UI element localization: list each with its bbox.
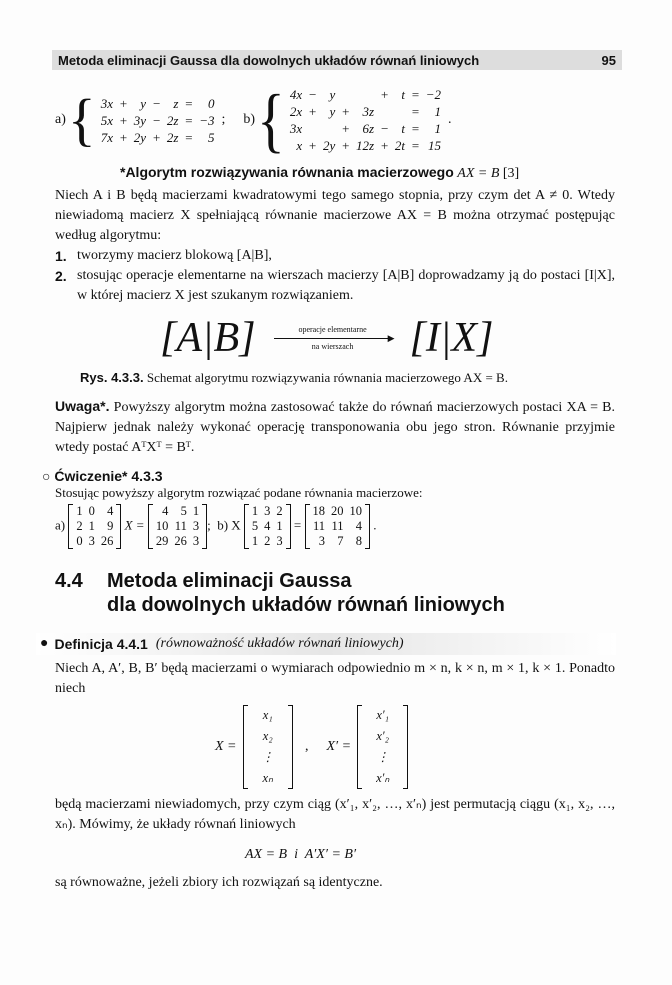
cell: 1 [434, 121, 442, 136]
definition-conclusion: są równoważne, jeżeli zbiory ich rozwiązań są identyczne. [55, 875, 383, 890]
cell: 3 [276, 534, 283, 548]
cell: + [341, 138, 351, 153]
cell: 10 [349, 504, 363, 518]
row [287, 120, 444, 137]
cell: + [152, 129, 161, 145]
header-title: Metoda eliminacji Gaussa dla dowolnych układów równań liniowych [58, 52, 480, 68]
cell: 4 [162, 504, 169, 518]
cell: 3 [264, 504, 271, 518]
cell [305, 120, 320, 137]
cell: 11 [312, 519, 326, 533]
cell: = [410, 121, 420, 136]
cell: 3x [100, 95, 114, 111]
cell: ⋮ [261, 750, 274, 764]
cell: z [173, 95, 179, 111]
cell: 26 [100, 534, 114, 548]
cell: 2 [276, 504, 283, 518]
row [248, 768, 289, 789]
cell: = [410, 138, 420, 153]
brace-a: { [67, 87, 96, 152]
system-b-label: b) [243, 112, 256, 127]
row [153, 534, 202, 549]
definition-systems: AX = B i A′X′ = B′ [245, 847, 357, 862]
row [98, 95, 218, 112]
cell: 2 [76, 519, 83, 533]
cell: −3 [199, 112, 215, 128]
cell: 3 [88, 534, 95, 548]
cell: 1 [434, 104, 442, 119]
xp-label: X′ = [326, 739, 352, 754]
cell: 5 [251, 519, 259, 533]
section-heading: 4.4 Metoda eliminacji Gaussa dla dowolnych układów równań liniowych [55, 570, 505, 616]
cell: 4x [289, 87, 303, 102]
cell: + [308, 138, 317, 153]
row [310, 519, 366, 534]
cell: + [341, 104, 351, 119]
page-body [40, 78, 615, 891]
row [287, 103, 444, 120]
cell [353, 86, 377, 103]
cell: 15 [428, 138, 442, 153]
figure [160, 312, 615, 364]
cell: = [184, 129, 194, 145]
cell: y [329, 87, 336, 102]
cell: t [401, 87, 405, 102]
period: . [448, 112, 452, 127]
cell: − [152, 95, 161, 111]
cell: + [119, 129, 128, 145]
vectors-row [215, 705, 615, 789]
cell: 2 [264, 534, 271, 548]
cell: = [184, 112, 194, 128]
system-a-label: a) [55, 112, 66, 127]
systems-row [55, 78, 615, 160]
x-label: X = [215, 739, 237, 754]
comma: , [305, 739, 309, 754]
cell: + [341, 121, 351, 136]
cell: 0 [207, 95, 215, 111]
figure-right: [I|X] [409, 315, 494, 361]
note: Uwaga*. Powyższy algorytm można zastosować także do równań macierzowych postaci XA = B. Najpierw jednak należy wykonać operację transponowania obu jego stron. Równanie przyjmie wtedy postać AᵀXᵀ = Bᵀ. [55, 398, 615, 455]
brace-b: { [257, 78, 285, 160]
cell: 2x [289, 104, 303, 119]
row [98, 129, 218, 146]
exercise-matrices: a) 1 0 4 2 1 9 0 3 26 X = 4 5 1 10 11 3 29 26 3 ; b) X 1 3 2 5 4 1 1 2 3 = 18 20 10 11 11 4 3 7 8 . [55, 504, 377, 548]
cell: = [410, 104, 420, 119]
cell: 6z [362, 121, 375, 136]
cell: 2z [166, 129, 179, 145]
cell: + [380, 138, 389, 153]
cell: + [119, 95, 128, 111]
cell [392, 103, 408, 120]
x-vector [243, 705, 294, 789]
cell: 5x [100, 112, 114, 128]
cell: 4 [355, 519, 363, 533]
cell: 3x [289, 121, 303, 136]
cell: ⋮ [376, 750, 389, 764]
cell: 5 [207, 129, 215, 145]
row [98, 112, 218, 129]
cell: 12z [356, 138, 375, 153]
definition-heading: ● Definicja 4.4.1 (równoważność układów równań liniowych) [36, 633, 616, 655]
exercise-heading: ○ Ćwiczenie* 4.3.3 [42, 468, 163, 484]
row [362, 747, 403, 768]
cell: + [119, 112, 128, 128]
cell: 1 [76, 504, 83, 518]
row [73, 504, 116, 519]
cell: x₁ [262, 708, 273, 722]
cell: 3z [362, 104, 375, 119]
cell: + [380, 87, 389, 102]
cell: − [380, 121, 389, 136]
cell: x′₂ [376, 729, 390, 743]
cell: −2 [425, 87, 442, 102]
cell: 1 [276, 519, 283, 533]
figure-caption: Rys. 4.3.3. Schemat algorytmu rozwiązywania równania macierzowego AX = B. [80, 370, 508, 385]
cell: = [184, 95, 194, 111]
cell: x′₁ [376, 708, 390, 722]
cell: 4 [107, 504, 114, 518]
cell: − [308, 87, 317, 102]
cell: 1 [251, 504, 259, 518]
figure-left: [A|B] [160, 315, 256, 361]
row [287, 86, 444, 103]
cell: 29 [155, 534, 169, 548]
row [248, 705, 289, 726]
row [362, 705, 403, 726]
cell: 7 [337, 534, 344, 548]
cell: 7x [100, 129, 114, 145]
cell [377, 103, 392, 120]
row [73, 519, 116, 534]
cell: 11 [174, 519, 187, 533]
algorithm-steps: 1. tworzymy macierz blokową [A|B], 2. stosując operacje elementarne na wierszach macierzy [A|B] doprowadzamy ją do postaci [I|X], w której macierz X jest szukanym rozwiązaniem. [55, 248, 615, 303]
algorithm-title: *Algorytm rozwiązywania równania macierzowego AX = B [3] [120, 164, 520, 181]
cell: = [410, 87, 420, 102]
cell: 3 [318, 534, 326, 548]
cell: − [152, 112, 161, 128]
cell: 0 [76, 534, 83, 548]
cell: 1 [88, 519, 95, 533]
separator: ; [221, 112, 226, 127]
cell: y [329, 104, 336, 119]
cell [320, 120, 338, 137]
row [310, 534, 366, 549]
running-header [52, 50, 622, 70]
cell: 8 [355, 534, 363, 548]
cell: 3y [133, 112, 147, 128]
cell [338, 86, 353, 103]
cell: 2y [322, 138, 336, 153]
row [249, 504, 286, 519]
cell: 10 [155, 519, 169, 533]
cell: xₙ [262, 771, 274, 785]
cell: 18 [312, 504, 326, 518]
row [153, 519, 202, 534]
xp-vector [357, 705, 408, 789]
cell: x₂ [262, 729, 273, 743]
cell: 1 [192, 504, 200, 518]
cell: 3 [192, 534, 200, 548]
cell: 1 [251, 534, 259, 548]
cell: 2z [166, 112, 179, 128]
row [362, 726, 403, 747]
cell: 2t [394, 138, 405, 153]
cell: 26 [174, 534, 187, 548]
definition-after: będą macierzami niewiadomych, przy czym ciąg (x′₁, x′₂, …, x′ₙ) jest permutacją ciągu (x₁, x₂, …, xₙ). Mówimy, że układy równań liniowych [55, 797, 615, 832]
cell: 20 [331, 504, 344, 518]
row [249, 534, 286, 549]
row [310, 504, 366, 519]
row [153, 504, 202, 519]
cell: t [401, 121, 405, 136]
figure-arrow: operacje elementarne ▶ na wierszach [274, 325, 392, 352]
cell: 2y [133, 129, 147, 145]
row [362, 768, 403, 789]
cell: 3 [192, 519, 200, 533]
row [248, 747, 289, 768]
cell: 0 [88, 504, 95, 518]
cell: y [140, 95, 147, 111]
cell: 4 [264, 519, 271, 533]
cell: x [296, 138, 303, 153]
page-number: 95 [601, 52, 616, 68]
system-b [287, 86, 444, 154]
cell: + [308, 104, 317, 119]
row [248, 726, 289, 747]
row [249, 519, 286, 534]
cell: 11 [331, 519, 344, 533]
row [73, 534, 116, 549]
cell: 9 [107, 519, 114, 533]
algorithm-intro: Niech A i B będą macierzami kwadratowymi tego samego stopnia, przy czym det A ≠ 0. Wtedy niewiadomą macierz X spełniającą równanie macierzowe AX = B można otrzymać postępując według algorytmu: [55, 188, 615, 243]
row [287, 137, 444, 154]
definition-intro: Niech A, A′, B, B′ będą macierzami o wymiarach odpowiednio m × n, k × n, m × 1, k × 1. Ponadto niech [55, 661, 615, 696]
system-a [98, 95, 218, 146]
cell: 5 [180, 504, 187, 518]
cell: x′ₙ [376, 771, 390, 785]
exercise-text: Stosując powyższy algorytm rozwiązać podane równania macierzowe: [55, 485, 423, 500]
